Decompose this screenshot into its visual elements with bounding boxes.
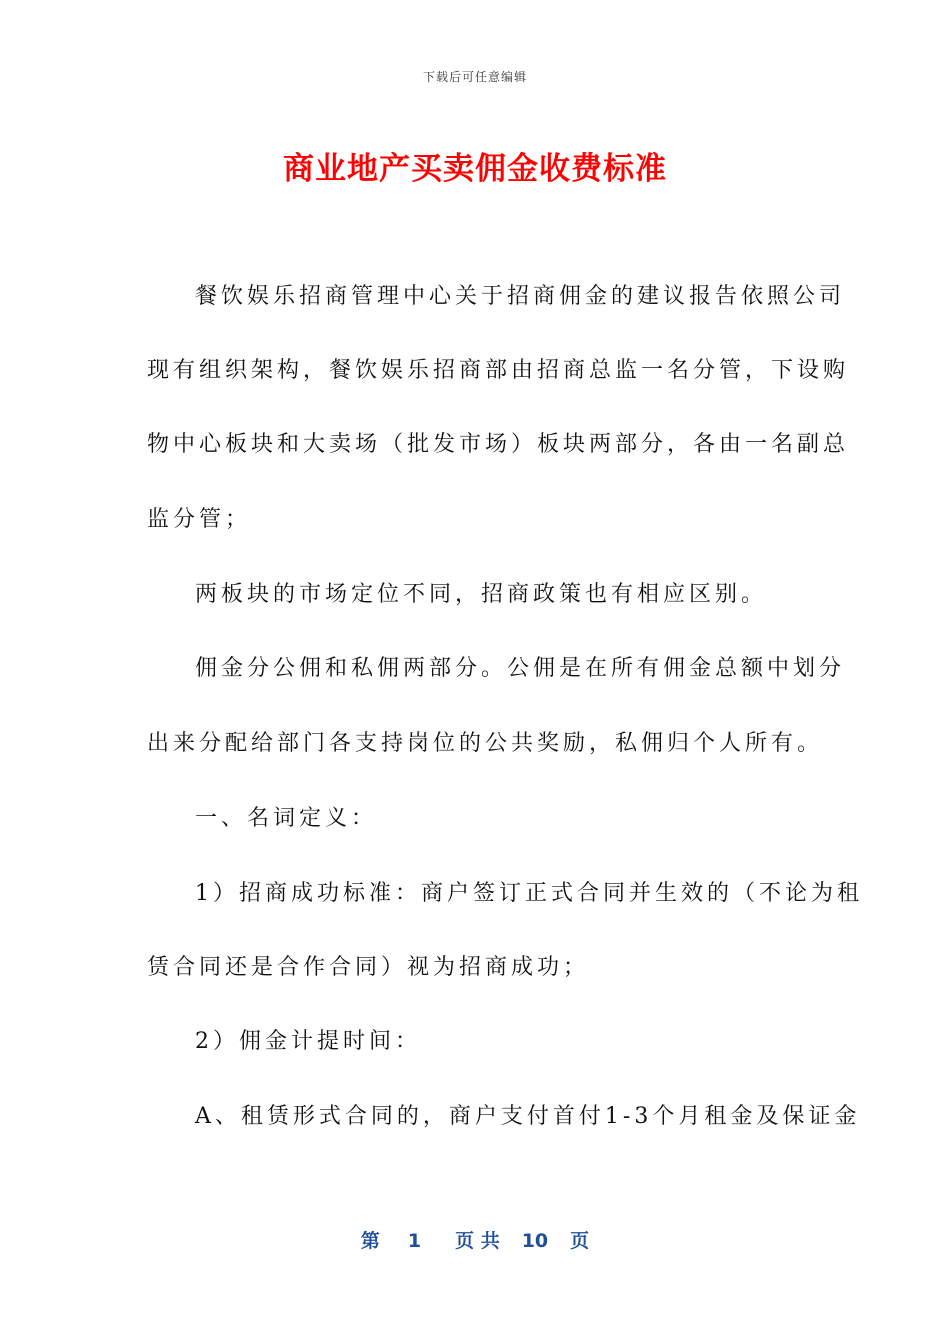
footer-word-ye-gong: 页 共	[455, 1230, 500, 1252]
body-line: 1）招商成功标准：商户签订正式合同并生效的（不论为租	[195, 881, 863, 906]
body-line: 出来分配给部门各支持岗位的公共奖励，私佣归个人所有。	[147, 731, 824, 756]
header-note: 下载后可任意编辑	[422, 70, 527, 84]
section-heading: 一、名词定义：	[195, 806, 378, 831]
body-line: 现有组织架构，餐饮娱乐招商部由招商总监一名分管，下设购	[147, 358, 850, 383]
document-title: 商业地产买卖佣金收费标准	[283, 151, 667, 187]
body-line: 物中心板块和大卖场（批发市场）板块两部分，各由一名副总	[147, 432, 850, 457]
body-line: A、租赁形式合同的，商户支付首付1-3个月租金及保证金	[195, 1104, 861, 1129]
body-line: 餐饮娱乐招商管理中心关于招商佣金的建议报告依照公司	[195, 284, 846, 309]
footer-page-number: 1	[407, 1230, 422, 1252]
body-line: 监分管；	[147, 507, 252, 532]
footer-word-di: 第	[360, 1230, 380, 1252]
body-line: 2）佣金计提时间：	[195, 1029, 421, 1054]
footer-word-ye: 页	[570, 1230, 590, 1252]
body-line: 两板块的市场定位不同，招商政策也有相应区别。	[195, 582, 768, 607]
page-footer	[0, 1226, 950, 1253]
body-line: 赁合同还是合作合同）视为招商成功；	[147, 955, 590, 980]
footer-total-pages: 10	[521, 1230, 549, 1252]
body-line: 佣金分公佣和私佣两部分。公佣是在所有佣金总额中划分	[195, 656, 846, 681]
